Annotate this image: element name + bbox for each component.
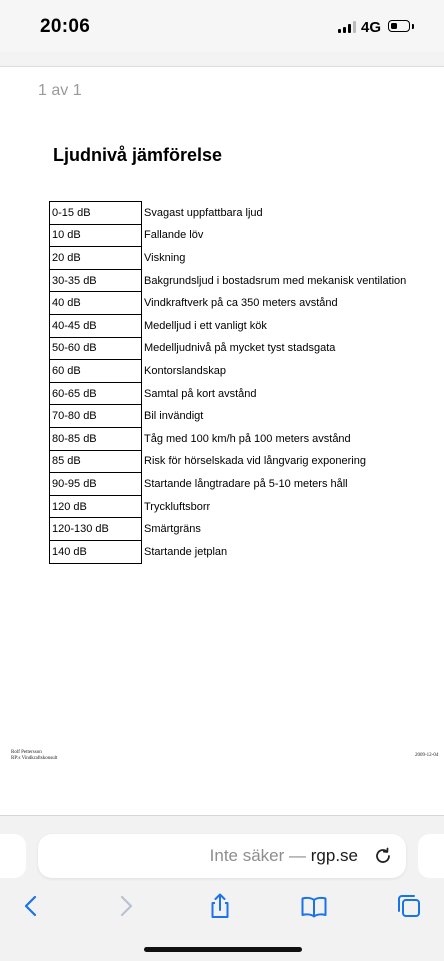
page-counter: 1 av 1 xyxy=(38,82,82,99)
table-row xyxy=(50,337,442,360)
noise-level-cell: 60-65 dB xyxy=(50,382,142,405)
noise-description-cell: Startande jetplan xyxy=(144,545,228,558)
table-row xyxy=(50,382,442,405)
noise-description-cell: Bakgrundsljud i bostadsrum med mekanisk ventilation xyxy=(144,274,407,287)
noise-level-cell: 10 dB xyxy=(50,224,142,247)
noise-level-cell: 20 dB xyxy=(50,247,142,270)
noise-description-cell: Medelljudnivå på mycket tyst stadsgata xyxy=(144,342,336,355)
home-indicator[interactable] xyxy=(144,947,302,952)
table-row xyxy=(50,292,442,315)
noise-description-cell: Vindkraftverk på ca 350 meters avstånd xyxy=(144,297,338,310)
noise-level-cell: 40 dB xyxy=(50,292,142,315)
status-time: 20:06 xyxy=(40,16,91,37)
noise-description-cell: Medelljud i ett vanligt kök xyxy=(144,319,267,332)
noise-level-cell: 80-85 dB xyxy=(50,427,142,450)
table-row xyxy=(50,495,442,518)
table-row xyxy=(50,450,442,473)
noise-level-cell: 70-80 dB xyxy=(50,405,142,428)
document-page[interactable] xyxy=(0,67,444,815)
reload-icon[interactable] xyxy=(372,845,394,867)
page-title: Ljudnivå jämförelse xyxy=(53,145,223,165)
signal-strength-icon xyxy=(338,21,356,33)
tabs-icon[interactable] xyxy=(394,891,424,921)
document-footer-author xyxy=(11,750,57,762)
noise-description-cell: Tåg med 100 km/h på 100 meters avstånd xyxy=(144,432,351,445)
browser-toolbar xyxy=(0,815,444,961)
noise-level-cell: 85 dB xyxy=(50,450,142,473)
page-top-edge xyxy=(0,52,444,67)
noise-description-cell: Risk för hörselskada vid långvarig exponering xyxy=(144,455,366,468)
table-row xyxy=(50,360,442,383)
address-bar[interactable] xyxy=(38,834,406,878)
noise-level-table xyxy=(49,201,442,564)
table-row xyxy=(50,269,442,292)
noise-description-cell: Samtal på kort avstånd xyxy=(144,387,257,400)
network-type: 4G xyxy=(361,19,382,36)
noise-level-cell: 30-35 dB xyxy=(50,269,142,292)
table-row xyxy=(50,202,442,225)
noise-level-cell: 60 dB xyxy=(50,360,142,383)
battery-cap xyxy=(412,24,414,29)
noise-description-cell: Startande långtradare på 5-10 meters håll xyxy=(144,477,348,490)
table-row xyxy=(50,518,442,541)
bookmarks-icon[interactable] xyxy=(299,891,329,921)
noise-description-cell: Viskning xyxy=(144,251,186,264)
table-row xyxy=(50,473,442,496)
table-row xyxy=(50,540,442,563)
previous-tab-peek[interactable] xyxy=(0,834,26,878)
noise-level-cell: 40-45 dB xyxy=(50,314,142,337)
forward-icon[interactable] xyxy=(111,891,141,921)
noise-level-cell: 120-130 dB xyxy=(50,518,142,541)
table-row xyxy=(50,224,442,247)
noise-level-cell: 50-60 dB xyxy=(50,337,142,360)
noise-level-cell: 120 dB xyxy=(50,495,142,518)
noise-level-cell: 0-15 dB xyxy=(50,202,142,225)
noise-description-cell: Bil invändigt xyxy=(144,410,204,423)
table-row xyxy=(50,427,442,450)
status-bar xyxy=(0,0,444,52)
document-footer-date: 2009-12-04 xyxy=(415,753,439,758)
noise-description-cell: Smärtgräns xyxy=(144,523,201,536)
security-warning: Inte säker — xyxy=(209,846,307,865)
address-text[interactable] xyxy=(38,846,358,866)
table-row xyxy=(50,405,442,428)
noise-level-cell: 140 dB xyxy=(50,540,142,563)
back-icon[interactable] xyxy=(16,891,46,921)
footer-author-company: RP:s Vindkraftskonsult xyxy=(11,756,58,761)
table-row xyxy=(50,314,442,337)
noise-description-cell: Kontorslandskap xyxy=(144,364,226,377)
footer-author-name: Rolf Pettersson xyxy=(11,750,42,755)
share-icon[interactable] xyxy=(205,891,235,921)
noise-description-cell: Tryckluftsborr xyxy=(144,500,211,513)
address-domain: rgp.se xyxy=(310,846,358,865)
next-tab-peek[interactable] xyxy=(418,834,444,878)
table-row xyxy=(50,247,442,270)
noise-description-cell: Fallande löv xyxy=(144,229,204,242)
battery-icon xyxy=(388,20,410,32)
noise-description-cell: Svagast uppfattbara ljud xyxy=(144,206,263,219)
noise-level-cell: 90-95 dB xyxy=(50,473,142,496)
